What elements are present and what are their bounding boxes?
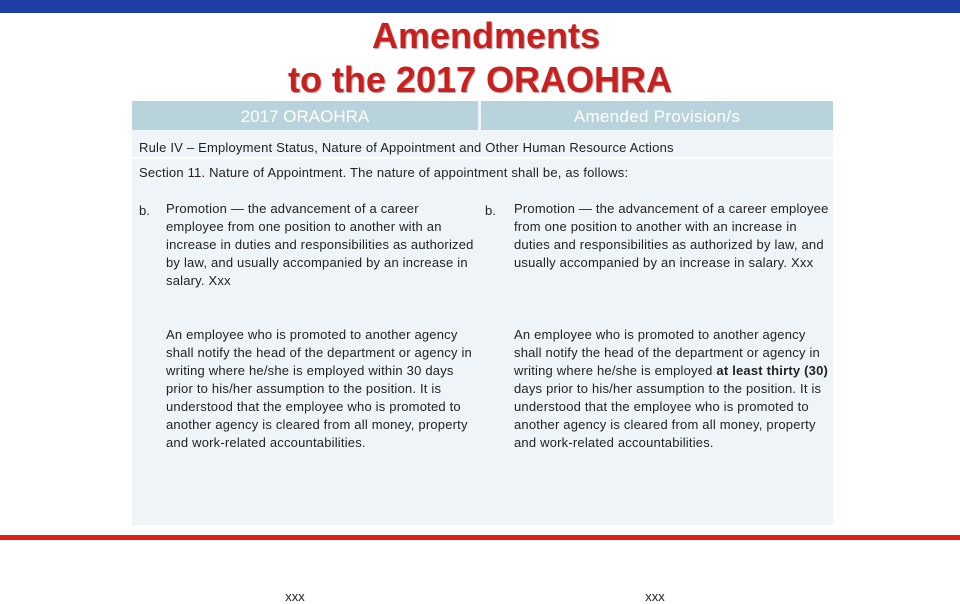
promotion-definition: Promotion — the advancement of a career employee from one position to another with an increase in duties and responsibilities as authorized by law, and usually accompanied by an increase in salary. Xxx [166, 201, 474, 288]
section-row [132, 159, 833, 194]
header-original: 2017 ORAOHRA [132, 101, 478, 130]
promotion-notice-paragraph-amended [514, 326, 830, 452]
section-text: Section 11. Nature of Appointment. The nature of appointment shall be, as follows: [139, 165, 629, 180]
rule-row [132, 133, 833, 157]
ellipsis-text: xxx [285, 589, 305, 604]
promotion-definition: Promotion — the advancement of a career employee from one position to another with an increase in duties and responsibilities as authorized by law, and usually accompanied by an increase in salary. Xxx [514, 201, 829, 270]
slide-title-line-2: to the 2017 ORAOHRA [287, 59, 673, 100]
amended-provision-cell [481, 197, 833, 604]
header-amended: Amended Provision/s [481, 101, 833, 130]
ellipsis-text: xxx [645, 589, 665, 604]
item-letter: b. [139, 203, 150, 218]
original-provision-cell [132, 197, 478, 604]
bottom-accent-bar [0, 535, 960, 540]
amended-period-highlight: at least thirty (30) [716, 363, 829, 378]
notice-text-after: days prior to his/her assumption to the position. It is understood that the employee who is promoted to another agency is cleared from all money, property and work-related accountabilities. [514, 381, 822, 450]
slide-title-line-1: Amendments [371, 15, 601, 56]
item-letter: b. [485, 203, 496, 218]
notice-text-before: An employee who is promoted to another agency shall notify the head of the department or agency in writing where he/she is employed [514, 327, 820, 378]
top-accent-bar [0, 0, 960, 13]
promotion-notice-paragraph: An employee who is promoted to another agency shall notify the head of the department or agency in writing where he/she is employed within 30 days prior to his/her assumption to the position. It is understood that the employee who is promoted to another agency is cleared from all money, property and work-related accountabilities. [166, 327, 472, 450]
rule-text: Rule IV – Employment Status, Nature of Appointment and Other Human Resource Actions [139, 140, 674, 155]
amendments-table [132, 101, 833, 604]
